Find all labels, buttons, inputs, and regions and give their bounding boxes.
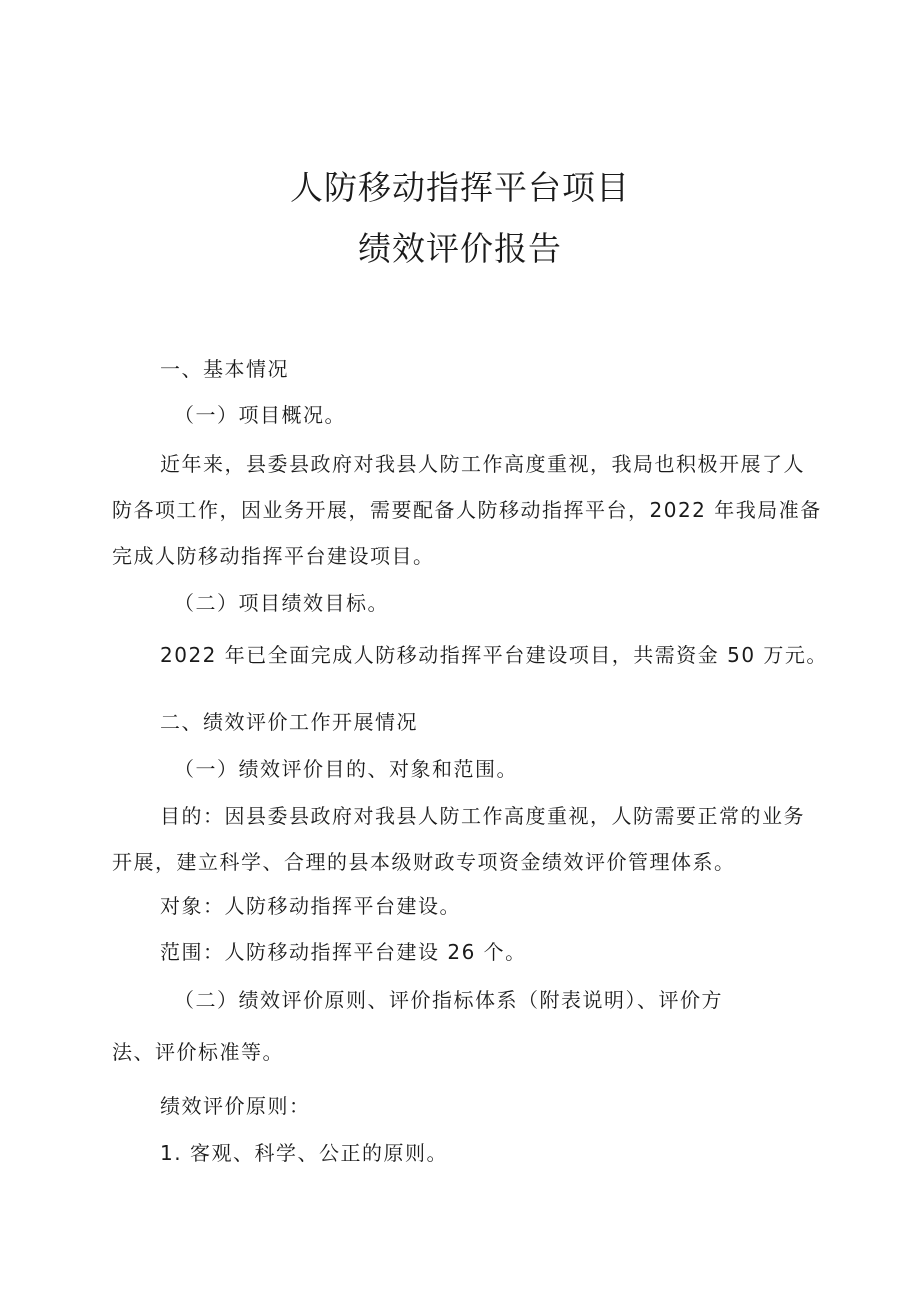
section1-para1-line3: 完成人防移动指挥平台建设项目。	[112, 544, 435, 568]
section2-principle1: 1. 客观、科学、公正的原则。	[160, 1141, 448, 1165]
section2-sub2-line2: 法、评价标准等。	[112, 1040, 284, 1064]
section1-sub2: （二）项目绩效目标。	[174, 591, 389, 615]
section1-para2: 2022 年已全面完成人防移动指挥平台建设项目，共需资金 50 万元。	[160, 643, 828, 667]
section1-para1-line1: 近年来，县委县政府对我县人防工作高度重视，我局也积极开展了人	[160, 452, 805, 476]
section2-purpose-line2: 开展，建立科学、合理的县本级财政专项资金绩效评价管理体系。	[112, 850, 736, 874]
section2-sub1: （一）绩效评价目的、对象和范围。	[174, 757, 518, 781]
section1-heading: 一、基本情况	[160, 357, 289, 381]
section2-object: 对象：人防移动指挥平台建设。	[160, 894, 461, 918]
section1-sub1: （一）项目概况。	[174, 403, 346, 427]
section2-principles-heading: 绩效评价原则：	[160, 1094, 311, 1118]
section2-sub2-line1: （二）绩效评价原则、评价指标体系（附表说明）、评价方	[174, 988, 723, 1012]
section2-heading: 二、绩效评价工作开展情况	[160, 710, 418, 734]
section2-scope: 范围：人防移动指挥平台建设 26 个。	[160, 940, 527, 964]
section2-purpose-line1: 目的：因县委县政府对我县人防工作高度重视，人防需要正常的业务	[160, 804, 805, 828]
document-title-line1: 人防移动指挥平台项目	[290, 168, 630, 207]
section1-para1-line2: 防各项工作，因业务开展，需要配备人防移动指挥平台，2022 年我局准备	[112, 498, 822, 522]
document-title-line2: 绩效评价报告	[358, 229, 562, 268]
